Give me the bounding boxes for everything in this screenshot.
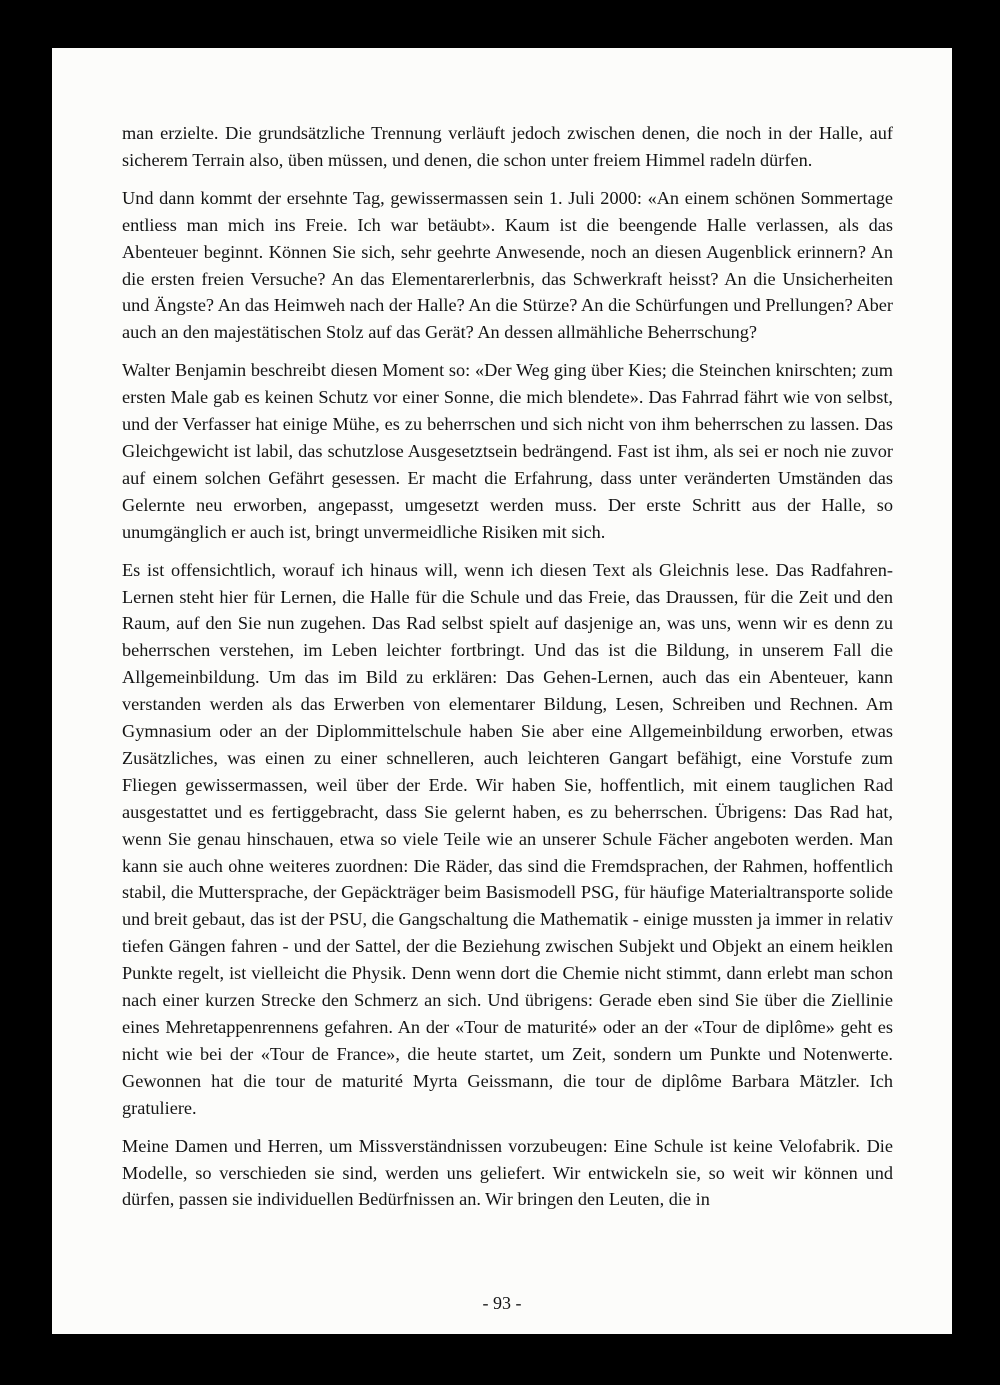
document-page	[52, 48, 952, 1334]
page-number: - 93 -	[482, 1293, 522, 1313]
paragraph-5: Meine Damen und Herren, um Missverständnissen vorzubeugen: Eine Schule ist keine Velofabrik. Die Modelle, so verschieden sie sind, werden uns geliefert. Wir entwickeln sie, so weit wir können und dürfen, passen sie individuellen Bedürfnissen an. Wir bringen den Leuten, die in	[122, 1135, 893, 1210]
paragraph-2: Und dann kommt der ersehnte Tag, gewissermassen sein 1. Juli 2000: «An einem schönen Sommertage entliess man mich ins Freie. Ich war betäubt». Kaum ist die beengende Halle verlassen, als das Abenteuer beginnt. Können Sie sich, sehr geehrte Anwesende, noch an diesen Augenblick erinnern? An die ersten freien Versuche? An das Elementarerlerbnis, das Schwerkraft heisst? An die Unsicherheiten und Ängste? An das Heimweh nach der Halle? An die Stürze? An die Schürfungen und Prellungen? Aber auch an den majestätischen Stolz auf das Gerät? An dessen allmähliche Beherrschung?	[122, 187, 893, 343]
body-text	[122, 120, 893, 1224]
paragraph-3: Walter Benjamin beschreibt diesen Moment so: «Der Weg ging über Kies; die Steinchen knirschten; zum ersten Male gab es keinen Schutz vor einer Sonne, die mich blendete». Das Fahrrad fährt wie von selbst, und der Verfasser hat einige Mühe, es zu beherrschen und sich nicht von ihm beherrschen zu lassen. Das Gleichgewicht ist labil, das schutzlose Ausgesetztsein bedrängend. Fast ist ihm, als sei er noch nie zuvor auf einem solchen Gefährt gesessen. Er macht die Erfahrung, dass unter veränderten Umständen das Gelernte neu erworben, angepasst, umgesetzt werden muss. Der erste Schritt aus der Halle, so unumgänglich er auch ist, bringt unvermeidliche Risiken mit sich.	[122, 360, 893, 542]
paragraph-1: man erzielte. Die grundsätzliche Trennung verläuft jedoch zwischen denen, die noch in der Halle, auf sicherem Terrain also, üben müssen, und denen, die schon unter freiem Himmel radeln dürfen.	[122, 123, 893, 170]
paragraph-4: Es ist offensichtlich, worauf ich hinaus will, wenn ich diesen Text als Gleichnis lese. Das Radfahren-Lernen steht hier für Lernen, die Halle für die Schule und das Freie, das Draussen, für die Zeit und den Raum, auf den Sie nun zugehen. Das Rad selbst spielt auf dasjenige an, was uns, wenn wir es denn zu beherrschen verstehen, im Leben leichter fortbringt. Und das ist die Bildung, in unserem Fall die Allgemeinbildung. Um das im Bild zu erklären: Das Gehen-Lernen, auch das ein Abenteuer, kann verstanden werden als das Erwerben von elementarer Bildung, Lesen, Schreiben und Rechnen. Am Gymnasium oder an der Diplommittelschule haben Sie aber eine Allgemeinbildung erworben, etwas Zusätzliches, was einen zu einer schnelleren, auch leichteren Gangart befähigt, eine Vorstufe zum Fliegen gewissermassen, weil über der Erde. Wir haben Sie, hoffentlich, mit einem tauglichen Rad ausgestattet und es fertiggebracht, dass Sie gelernt haben, es zu beherrschen. Übrigens: Das Rad hat, wenn Sie genau hinschauen, etwa so viele Teile wie an unserer Schule Fächer angeboten werden. Man kann sie auch ohne weiteres zuordnen: Die Räder, das sind die Fremdsprachen, der Rahmen, hoffentlich stabil, die Muttersprache, der Gepäckträger beim Basismodell PSG, für häufige Materialtransporte solide und breit gebaut, das ist der PSU, die Gangschaltung die Mathematik - einige mussten ja immer in relativ tiefen Gängen fahren - und der Sattel, der die Beziehung zwischen Subjekt und Objekt an einem heiklen Punkte regelt, ist vielleicht die Physik. Denn wenn dort die Chemie nicht stimmt, dann erlebt man schon nach einer kurzen Strecke den Schmerz an sich. Und übrigens: Gerade eben sind Sie über die Ziellinie eines Mehretappenrennens gefahren. An der «Tour de maturité» oder an der «Tour de diplôme» geht es nicht wie bei der «Tour de France», die heute startet, um Zeit, sondern um Punkte und Notenwerte. Gewonnen hat die tour de maturité Myrta Geissmann, die tour de diplôme Barbara Mätzler. Ich gratuliere.	[122, 559, 893, 1118]
